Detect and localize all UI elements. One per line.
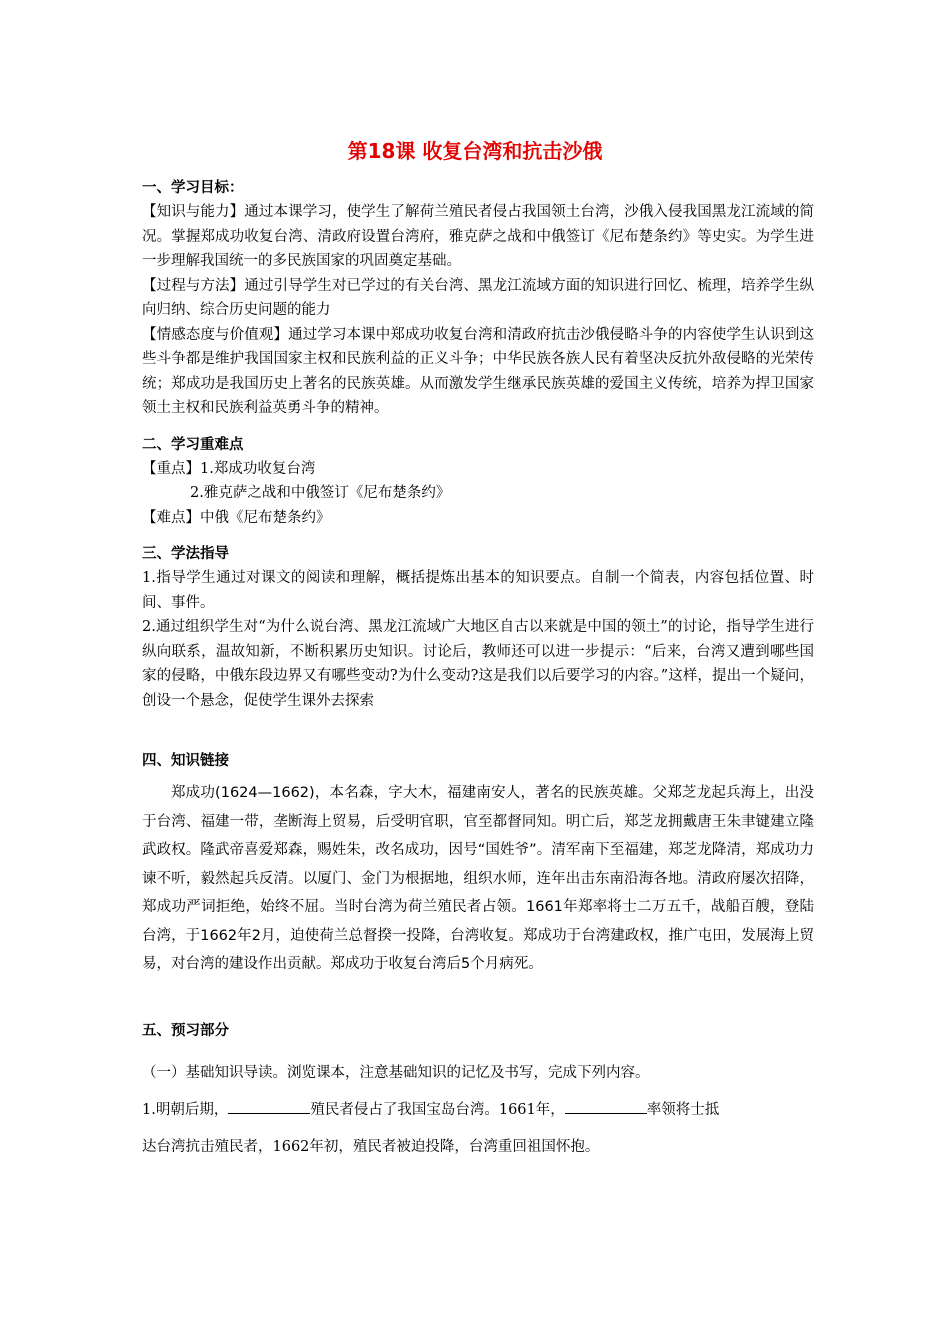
lesson-title: 第18课 收复台湾和抗击沙俄 — [347, 139, 603, 163]
section-1-heading: 一、学习目标： — [142, 180, 244, 196]
method-paragraph-2: 2.通过组织学生对“为什么说台湾、黑龙江流域广大地区自古以来就是中国的领土”的讨论，指导学生进行纵向联系，温故知新，不断积累历史知识。讨论后，教师还可以进一步提示：“后来，台湾又遭到哪些国家的侵略，中俄东段边界又有哪些变动?为什么变动?这是我们以后要学习的内容。”这样，提出一个疑问，创设一个悬念，促使学生课外去探索 — [142, 619, 814, 709]
objective-knowledge: 【知识与能力】通过本课学习，使学生了解荷兰殖民者侵占我国领土台湾，沙俄入侵我国黑龙江流域的简况。掌握郑成功收复台湾、清政府设置台湾府，雅克萨之战和中俄签订《尼布楚条约》等史实。为学生进一步理解我国统一的多民族国家的巩固奠定基础。 — [142, 204, 814, 269]
objective-emotion: 【情感态度与价值观】通过学习本课中郑成功收复台湾和清政府抗击沙俄侵略斗争的内容使学生认识到这些斗争都是维护我国国家主权和民族利益的正义斗争；中华民族各族人民有着坚决反抗外敌侵略的光荣传统；郑成功是我国历史上著名的民族英雄。从而激发学生继承民族英雄的爱国主义传统，培养为捍卫国家领土主权和民族利益英勇斗争的精神。 — [142, 326, 814, 416]
question-1-part-a: 1.明朝后期， — [142, 1101, 229, 1118]
objective-process: 【过程与方法】通过引导学生对已学过的有关台湾、黑龙江流域方面的知识进行回忆、梳理，培养学生纵向归纳、综合历史问题的能力 — [142, 277, 814, 318]
question-1-part-b: 殖民者侵占了我国宝岛台湾。1661年， — [310, 1101, 565, 1118]
method-paragraph-1: 1.指导学生通过对课文的阅读和理解，概括提炼出基本的知识要点。自制一个简表，内容包括位置、时间、事件。 — [142, 570, 814, 611]
section-2-heading: 二、学习重难点 — [142, 436, 244, 453]
preview-question-1-cont: 达台湾抗击殖民者，1662年初，殖民者被迫投降，台湾重回祖国怀抱。 — [142, 1138, 600, 1155]
preview-intro: （一）基础知识导读。浏览课本，注意基础知识的记忆及书写，完成下列内容。 — [142, 1064, 650, 1081]
section-5-heading: 五、预习部分 — [142, 1022, 229, 1039]
key-point-2: 2.雅克萨之战和中俄签订《尼布楚条约》 — [190, 485, 451, 501]
document-body — [142, 176, 814, 1166]
difficult-point: 【难点】中俄《尼布楚条约》 — [142, 509, 331, 526]
section-4-heading: 四、知识链接 — [142, 753, 229, 769]
answer-blank-1[interactable] — [228, 1099, 310, 1114]
section-3-heading: 三、学法指导 — [142, 546, 229, 562]
key-point-1: 【重点】1.郑成功收复台湾 — [142, 460, 316, 477]
knowledge-link-text: 郑成功(1624—1662)，本名森，字大木，福建南安人，著名的民族英雄。父郑芝龙起兵海上，出没于台湾、福建一带，垄断海上贸易，后受明官职，官至都督同知。明亡后，郑芝龙拥戴唐王朱聿键建立隆武政权。隆武帝喜爱郑森，赐姓朱，改名成功，因号“国姓爷”。清军南下至福建，郑芝龙降清，郑成功力谏不听，毅然起兵反清。以厦门、金门为根据地，组织水师，连年出击东南沿海各地。清政府屡次招降，郑成功严词拒绝，始终不屈。当时台湾为荷兰殖民者占领。1661年郑率将士二万五千，战船百艘，登陆台湾，于1662年2月，迫使荷兰总督揆一投降，台湾收复。郑成功于台湾建政权，推广屯田，发展海上贸易，对台湾的建设作出贡献。郑成功于收复台湾后5个月病死。 — [142, 785, 814, 972]
preview-question-1 — [142, 1092, 814, 1129]
answer-blank-2[interactable] — [565, 1099, 647, 1114]
question-1-part-c: 率领将士抵 — [646, 1101, 720, 1118]
